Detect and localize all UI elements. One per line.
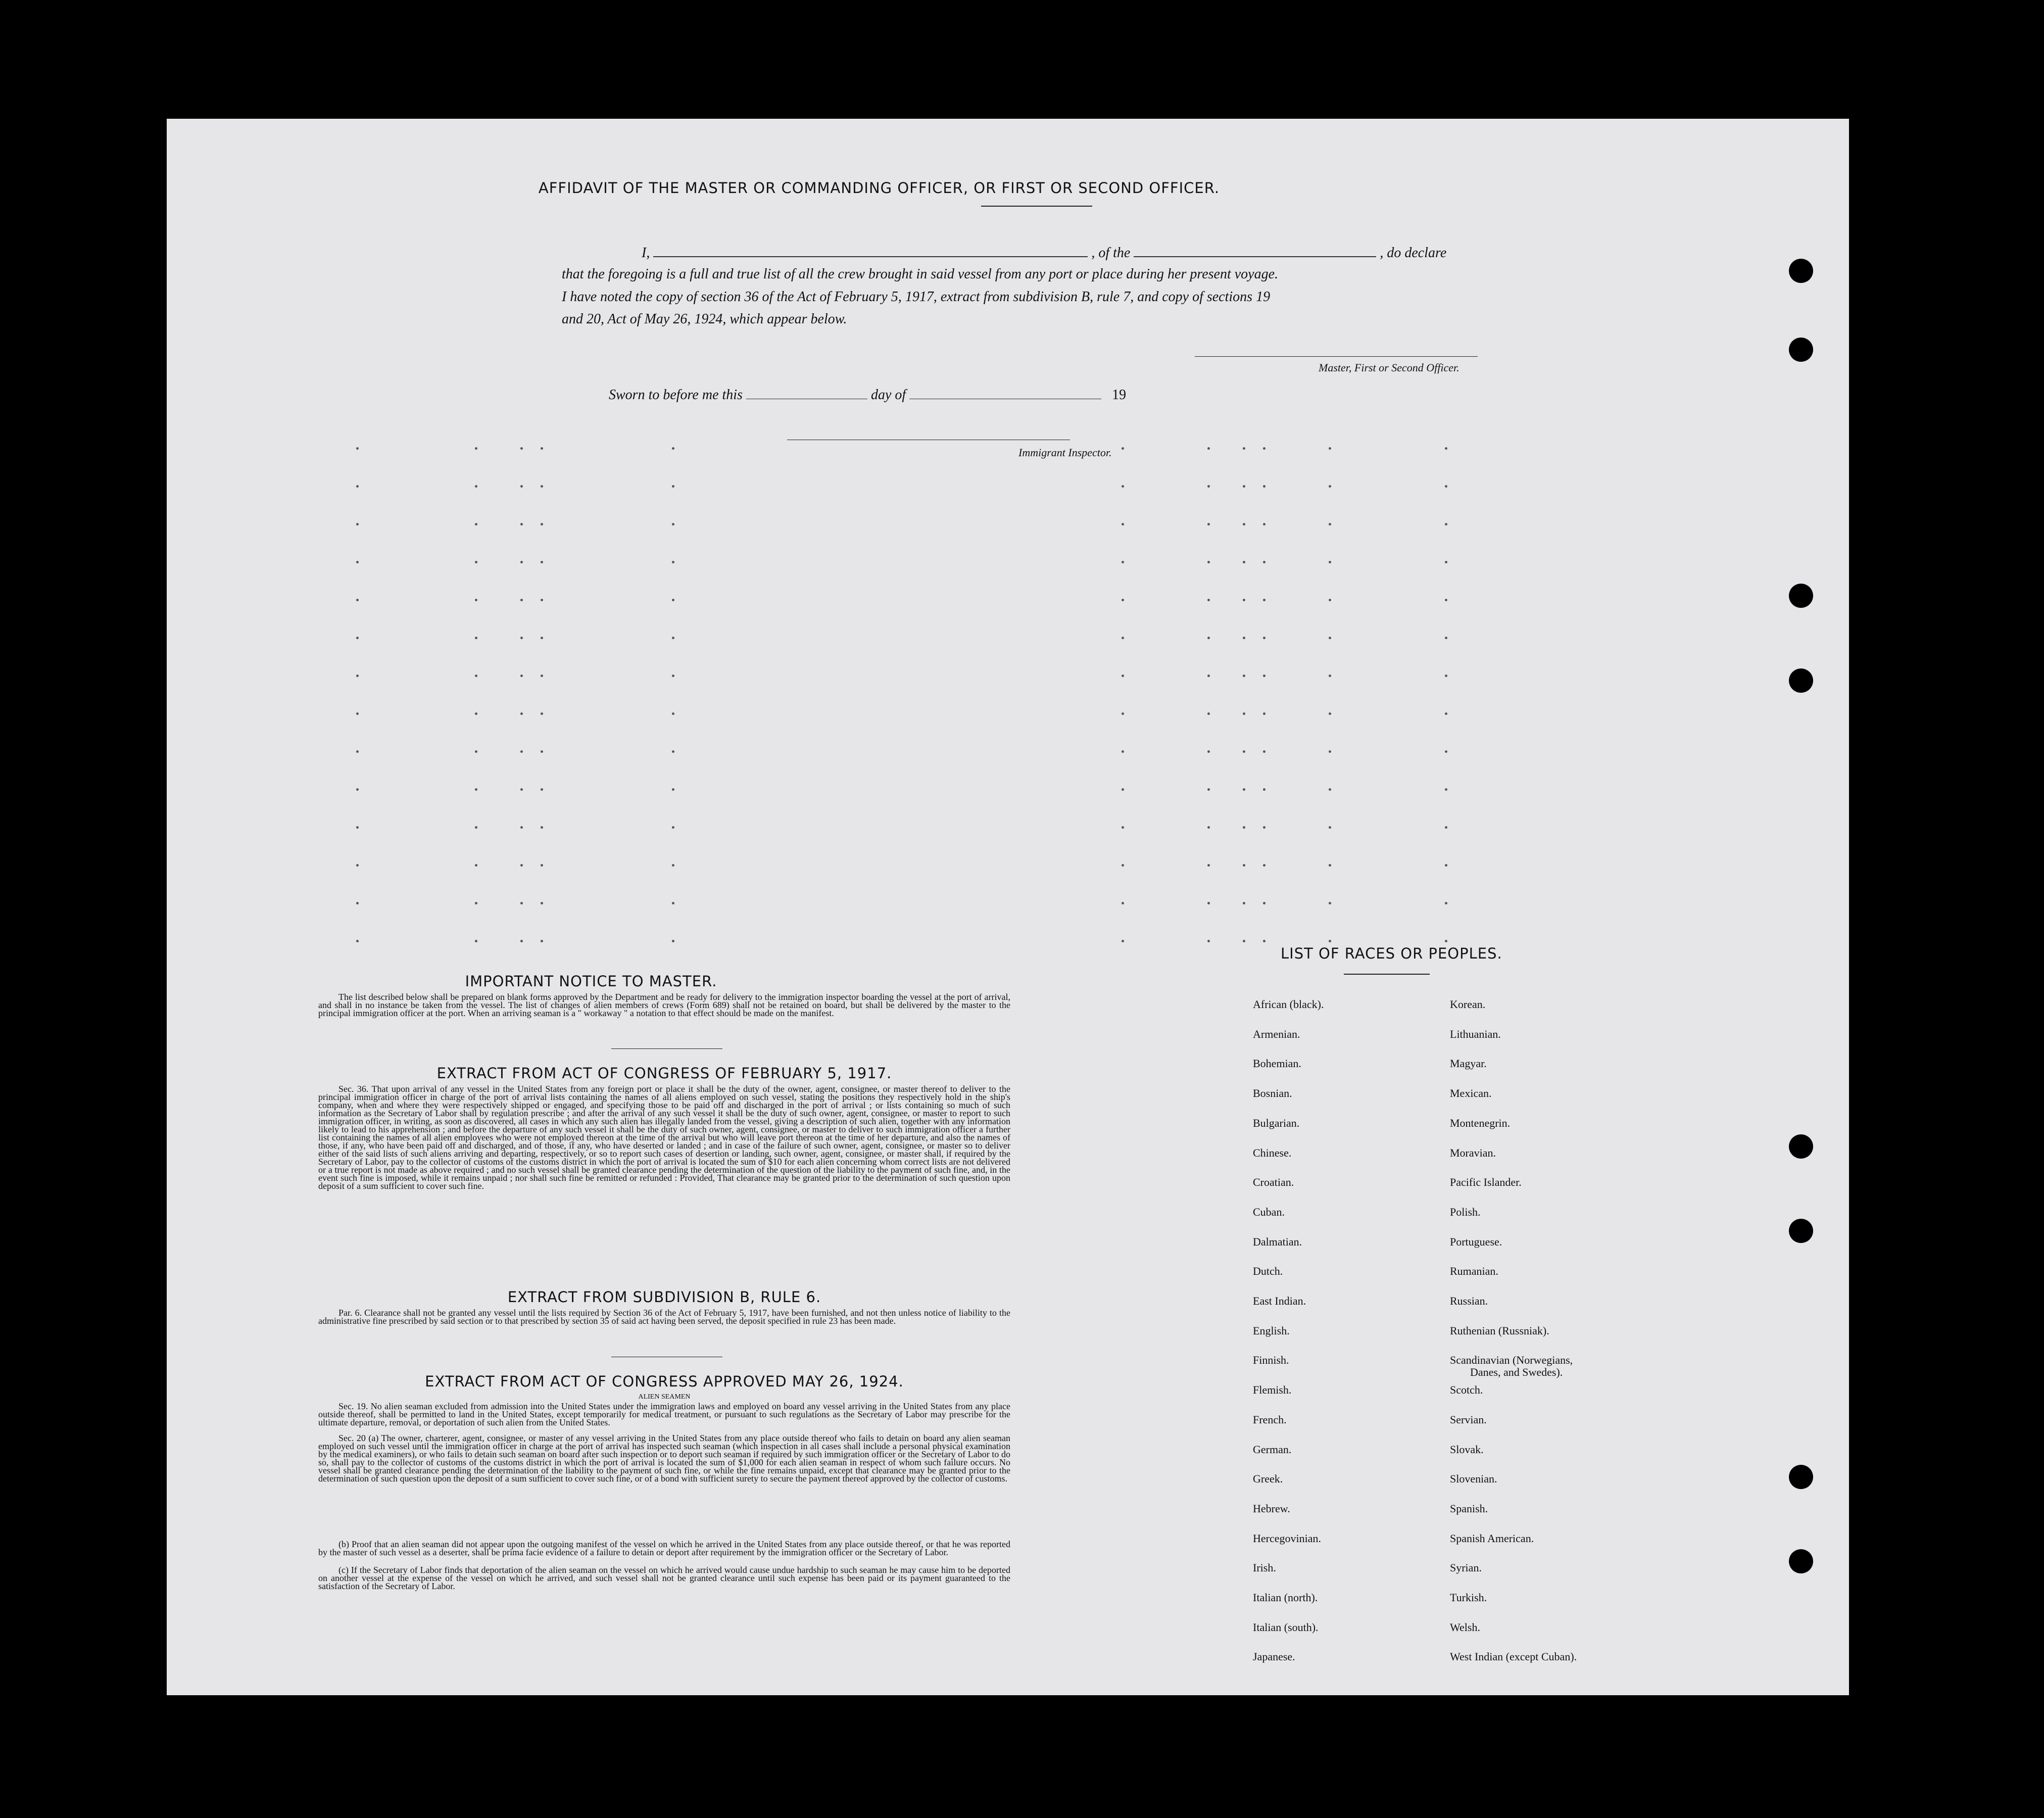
- guide-dot: [1445, 902, 1447, 904]
- guide-dot: [1445, 523, 1447, 525]
- guide-dot: [475, 675, 477, 677]
- race-item: Italian (south).: [1253, 1620, 1319, 1634]
- guide-dot: [1445, 447, 1447, 450]
- guide-dot: [1329, 902, 1331, 904]
- guide-dot: [520, 561, 523, 563]
- guide-dot: [1329, 940, 1331, 942]
- guide-dot: [356, 523, 359, 525]
- guide-dot: [356, 940, 359, 942]
- race-item: Montenegrin.: [1450, 1116, 1511, 1129]
- punch-hole: [1789, 259, 1813, 283]
- guide-dot: [1122, 447, 1124, 450]
- guide-dot: [1243, 826, 1245, 829]
- guide-dot: [1243, 788, 1245, 791]
- extract-1917-heading: EXTRACT FROM ACT OF CONGRESS OF FEBRUARY 5, 1917.: [436, 1065, 892, 1082]
- race-item: Polish.: [1450, 1205, 1481, 1218]
- guide-dot: [672, 637, 674, 639]
- guide-dot: [356, 750, 359, 753]
- guide-dot: [356, 485, 359, 488]
- race-item: Cuban.: [1253, 1205, 1285, 1218]
- guide-dot: [1207, 675, 1210, 677]
- guide-dot: [1207, 826, 1210, 829]
- race-item: West Indian (except Cuban).: [1450, 1650, 1577, 1663]
- guide-dot: [541, 485, 543, 488]
- guide-dot: [1122, 712, 1124, 715]
- race-item: Irish.: [1253, 1561, 1276, 1574]
- guide-dot: [1445, 788, 1447, 791]
- race-item: Flemish.: [1253, 1383, 1292, 1397]
- guide-dot: [1329, 637, 1331, 639]
- punch-hole: [1789, 668, 1813, 693]
- vessel-name-field[interactable]: [1134, 244, 1376, 257]
- rule6-heading: EXTRACT FROM SUBDIVISION B, RULE 6.: [507, 1288, 821, 1306]
- guide-dot: [1263, 447, 1266, 450]
- race-item: Lithuanian.: [1450, 1027, 1501, 1040]
- guide-dot: [356, 675, 359, 677]
- notice-heading: IMPORTANT NOTICE TO MASTER.: [465, 973, 717, 990]
- guide-dot: [356, 599, 359, 601]
- race-item: Spanish.: [1450, 1502, 1488, 1515]
- guide-dot: [1263, 750, 1266, 753]
- guide-dot: [1243, 750, 1245, 753]
- extract-1917-body: Sec. 36. That upon arrival of any vessel in the United States from any foreign port or place it shall be the duty of the owner, agent, consignee, or master thereof to deliver to the principal immigration officer in charge of the port of arrival lists containing the names of all aliens employed on such vessel, stating the positions they respectively hold in the ship's company, when and where they were respectively shipped or engaged, and specifying those to be paid off and discharged in the port of arrival ; or lists containing so much of such information as the Secretary of Labor shall by regulation prescribe ; and after the arrival of any such vessel it shall be the duty of such owner, agent, consignee, or master to report to such immigration officer, in writing, as soon as discovered, all cases in which any such alien has illegally landed from the vessel, giving a description of such alien, together with any information likely to lead to his apprehension ; and before the departure of any such vessel it shall be the duty of such owner, agent, consignee, or master to deliver to such immigration officer a further list containing the names of all alien employees who were not employed thereon at the time of the arrival but who will leave port thereon at the time of her departure, and also the names of those, if any, who have been paid off and discharged, and of those, if any, who have deserted or landed ; and in case of the failure of such owner, agent, consignee, or master so to deliver either of the said lists of such aliens arriving and departing, respectively, or so to report such cases of desertion or landing, such owner, agent, consignee, or master shall, if required by the Secretary of Labor, pay to the collector of customs of the customs district in which the port of arrival is located the sum of $10 for each alien concerning whom correct lists are not delivered or a true report is not made as above required ; and no such vessel shall be granted clearance pending the determination of the question of the liability to the payment of such fine, and, in the event such fine is imposed, while it remains unpaid ; nor shall such fine be remitted or refunded : Provided, That clearance may be granted prior to the determination of such question upon deposit of a sum sufficient to cover such fine.: [318, 1084, 1010, 1191]
- guide-dot: [1243, 712, 1245, 715]
- guide-dot: [541, 561, 543, 563]
- guide-dot: [520, 712, 523, 715]
- guide-dot: [541, 864, 543, 867]
- guide-dot: [1207, 712, 1210, 715]
- guide-dot: [1263, 788, 1266, 791]
- guide-dot: [1263, 599, 1266, 601]
- guide-dot: [520, 523, 523, 525]
- guide-dot: [541, 447, 543, 450]
- punch-hole: [1789, 1549, 1813, 1573]
- guide-dot: [520, 864, 523, 867]
- race-item: Pacific Islander.: [1450, 1176, 1522, 1189]
- guide-dot: [1243, 485, 1245, 488]
- guide-dot: [475, 788, 477, 791]
- master-signature-line[interactable]: [1195, 356, 1478, 357]
- guide-dot: [1243, 940, 1245, 942]
- guide-dot: [1445, 599, 1447, 601]
- guide-dot: [475, 712, 477, 715]
- race-item-continued: Danes, and Swedes).: [1470, 1366, 1563, 1379]
- guide-dot: [541, 675, 543, 677]
- guide-dot: [1263, 864, 1266, 867]
- guide-dot: [672, 788, 674, 791]
- guide-dot: [1122, 864, 1124, 867]
- guide-dot: [1243, 637, 1245, 639]
- race-item: Scotch.: [1450, 1383, 1483, 1397]
- race-item: Bulgarian.: [1253, 1116, 1300, 1129]
- guide-dot: [1445, 561, 1447, 563]
- punch-hole: [1789, 1465, 1813, 1489]
- guide-dot: [520, 599, 523, 601]
- race-item: German.: [1253, 1443, 1292, 1456]
- guide-dot: [1207, 561, 1210, 563]
- guide-dot: [1122, 750, 1124, 753]
- guide-dot: [1243, 864, 1245, 867]
- guide-dot: [672, 902, 674, 904]
- guide-dot: [1263, 675, 1266, 677]
- guide-dot: [1122, 637, 1124, 639]
- guide-dot: [1122, 940, 1124, 942]
- race-item: Greek.: [1253, 1472, 1283, 1486]
- extract-1924-sec20c: (c) If the Secretary of Labor finds that deportation of the alien seaman on the vessel on which he arrived would cause undue hardship to such seaman he may cause him to be deported on another vessel at the expense of the vessel on which he arrived, and such vessel shall not be granted clearance until such expense has been paid or its payment guaranteed to the satisfaction of the Secretary of Labor.: [318, 1565, 1010, 1591]
- guide-dot: [475, 523, 477, 525]
- guide-dot: [1263, 485, 1266, 488]
- guide-dot: [1207, 485, 1210, 488]
- race-item: Turkish.: [1450, 1591, 1487, 1604]
- guide-dot: [541, 826, 543, 829]
- race-item: French.: [1253, 1413, 1287, 1426]
- guide-dot: [475, 750, 477, 753]
- guide-dot: [672, 750, 674, 753]
- guide-dot: [1445, 826, 1447, 829]
- race-item: Japanese.: [1253, 1650, 1295, 1663]
- race-item: Syrian.: [1450, 1561, 1482, 1574]
- affidavit-line-2: that the foregoing is a full and true list of all the crew brought in said vessel from any port or place during her present voyage.: [562, 266, 1279, 282]
- guide-dot: [520, 826, 523, 829]
- guide-dot: [1122, 675, 1124, 677]
- race-item: Mexican.: [1450, 1087, 1492, 1100]
- race-item: Armenian.: [1253, 1027, 1300, 1040]
- guide-dot: [356, 826, 359, 829]
- guide-dot: [475, 447, 477, 450]
- races-heading-rule: [1344, 974, 1430, 975]
- guide-dot: [541, 712, 543, 715]
- year-prefix: 19: [1112, 387, 1127, 403]
- guide-dot: [1207, 940, 1210, 942]
- sworn-text: Sworn to before me this: [609, 387, 743, 403]
- punch-hole: [1789, 338, 1813, 362]
- guide-dot: [1263, 561, 1266, 563]
- guide-dot: [1445, 485, 1447, 488]
- guide-dot: [1122, 902, 1124, 904]
- guide-dot: [1329, 788, 1331, 791]
- affidavit-of-the: , of the: [1091, 245, 1131, 261]
- race-item: Russian.: [1450, 1295, 1488, 1307]
- guide-dot: [520, 637, 523, 639]
- punch-hole: [1789, 1134, 1813, 1159]
- guide-dot: [672, 675, 674, 677]
- race-item: Bosnian.: [1253, 1087, 1292, 1100]
- guide-dot: [541, 599, 543, 601]
- guide-dot: [672, 485, 674, 488]
- affidavit-line-1: [642, 244, 1446, 261]
- guide-dot: [1207, 523, 1210, 525]
- guide-dot: [1243, 447, 1245, 450]
- guide-dot: [520, 485, 523, 488]
- guide-dot: [672, 523, 674, 525]
- race-item: Italian (north).: [1253, 1591, 1318, 1604]
- section-rule: [611, 1048, 722, 1049]
- guide-dot: [520, 902, 523, 904]
- race-item: Slovenian.: [1450, 1472, 1497, 1486]
- race-item: East Indian.: [1253, 1295, 1306, 1307]
- guide-dot: [1329, 485, 1331, 488]
- guide-dot: [541, 902, 543, 904]
- form-sheet: [167, 119, 1849, 1695]
- guide-dot: [520, 675, 523, 677]
- guide-dot: [1329, 826, 1331, 829]
- punch-hole: [1789, 1219, 1813, 1243]
- races-heading: LIST OF RACES OR PEOPLES.: [1281, 945, 1502, 962]
- guide-dot: [541, 940, 543, 942]
- guide-dot: [1122, 788, 1124, 791]
- guide-dot: [1263, 523, 1266, 525]
- guide-dot: [672, 712, 674, 715]
- affidavit-declare: , do declare: [1380, 245, 1447, 261]
- guide-dot: [356, 902, 359, 904]
- guide-dot: [356, 712, 359, 715]
- guide-dot: [475, 902, 477, 904]
- race-item: Hercegovinian.: [1253, 1532, 1321, 1545]
- guide-dot: [1243, 675, 1245, 677]
- heading-rule: [981, 206, 1092, 207]
- affidavit-line-3: I have noted the copy of section 36 of the Act of February 5, 1917, extract from subdivision B, rule 7, and copy of sections 19: [562, 289, 1271, 305]
- guide-dot: [1329, 864, 1331, 867]
- guide-dot: [356, 637, 359, 639]
- race-item: Welsh.: [1450, 1620, 1480, 1634]
- guide-dot: [1445, 940, 1447, 942]
- alien-seamen-subheading: ALIEN SEAMEN: [638, 1393, 691, 1401]
- guide-dot: [672, 599, 674, 601]
- race-item: Magyar.: [1450, 1057, 1487, 1070]
- race-item: Hebrew.: [1253, 1502, 1290, 1515]
- guide-dot: [475, 826, 477, 829]
- guide-dot: [672, 940, 674, 942]
- guide-dot: [541, 750, 543, 753]
- guide-dot: [475, 561, 477, 563]
- guide-dot: [356, 561, 359, 563]
- affidavit-heading: AFFIDAVIT OF THE MASTER OR COMMANDING OFFICER, OR FIRST OR SECOND OFFICER.: [538, 179, 1220, 197]
- guide-dot: [1243, 523, 1245, 525]
- guide-dot: [1329, 523, 1331, 525]
- master-signature-label: Master, First or Second Officer.: [1319, 361, 1459, 374]
- notice-body: The list described below shall be prepared on blank forms approved by the Department and be ready for delivery to the immigration inspector boarding the vessel at the port of arrival, and shall in no instance be taken from the vessel. The list of changes of alien members of crews (Form 689) shall not be retained on board, but shall be delivered by the master to the principal immigration officer at the port. When an arriving seaman is a " workaway " a notation to that effect should be made on the manifest.: [318, 992, 1010, 1018]
- guide-dot: [1445, 750, 1447, 753]
- guide-dot: [1243, 561, 1245, 563]
- guide-dot: [520, 940, 523, 942]
- sworn-line: [609, 387, 1126, 403]
- rule6-body: Par. 6. Clearance shall not be granted any vessel until the lists required by Section 36 of the Act of February 5, 1917, have been furnished, and not then unless notice of liability to the administrative fine prescribed by said section or to that prescribed by section 35 of said act having been served, the deposit specified in rule 23 has been made.: [318, 1308, 1010, 1326]
- race-item: Moravian.: [1450, 1146, 1496, 1159]
- guide-dot: [1207, 788, 1210, 791]
- race-item: Portuguese.: [1450, 1235, 1502, 1248]
- guide-dot: [672, 826, 674, 829]
- race-item: Korean.: [1450, 998, 1486, 1011]
- extract-1924-sec19: Sec. 19. No alien seaman excluded from admission into the United States under the immigration laws and employed on board any vessel arriving in the United States from any place outside thereof, shall be permitted to land in the United States, except temporarily for medical treatment, or pursuant to such regulations as the Secretary of Labor may prescribe for the ultimate departure, removal, or deportation of such alien from the United States.: [318, 1401, 1010, 1427]
- day-of-text: day of: [870, 387, 906, 403]
- extract-1924-heading: EXTRACT FROM ACT OF CONGRESS APPROVED MAY 26, 1924.: [425, 1373, 904, 1390]
- guide-dot: [1207, 750, 1210, 753]
- guide-dot: [1122, 826, 1124, 829]
- guide-dot: [356, 447, 359, 450]
- race-item: Servian.: [1450, 1413, 1487, 1426]
- guide-dot: [1445, 675, 1447, 677]
- guide-dot: [1263, 826, 1266, 829]
- guide-dot: [1122, 599, 1124, 601]
- sworn-month-field[interactable]: [909, 387, 1101, 399]
- race-item: English.: [1253, 1324, 1290, 1337]
- guide-dot: [1207, 447, 1210, 450]
- extract-1924-sec20b: (b) Proof that an alien seaman did not appear upon the outgoing manifest of the vessel on which he arrived in the United States from any place outside thereof, or that he was reported by the master of such vessel as a deserter, shall be prima facie evidence of a failure to detain or deport after requirement by the immigration officer or the Secretary of Labor.: [318, 1539, 1010, 1557]
- master-name-field[interactable]: [653, 244, 1088, 257]
- inspector-signature-label: Immigrant Inspector.: [1018, 446, 1112, 459]
- race-item: Slovak.: [1450, 1443, 1484, 1456]
- guide-dot: [672, 864, 674, 867]
- race-item: African (black).: [1253, 998, 1324, 1011]
- guide-dot: [1329, 447, 1331, 450]
- sworn-day-field[interactable]: [746, 387, 867, 399]
- guide-dot: [1207, 864, 1210, 867]
- affidavit-line-4: and 20, Act of May 26, 1924, which appear below.: [562, 311, 847, 327]
- guide-dot: [1445, 864, 1447, 867]
- guide-dot: [475, 864, 477, 867]
- guide-dot: [1207, 637, 1210, 639]
- guide-dot: [1263, 712, 1266, 715]
- race-item: Scandinavian (Norwegians,: [1450, 1354, 1573, 1367]
- race-item: Bohemian.: [1253, 1057, 1301, 1070]
- guide-dot: [1207, 902, 1210, 904]
- punch-hole: [1789, 584, 1813, 608]
- guide-dot: [1445, 637, 1447, 639]
- guide-dot: [1329, 675, 1331, 677]
- guide-dot: [1329, 599, 1331, 601]
- guide-dot: [672, 447, 674, 450]
- guide-dot: [475, 940, 477, 942]
- guide-dot: [1243, 902, 1245, 904]
- extract-1924-sec20a: Sec. 20 (a) The owner, charterer, agent, consignee, or master of any vessel arriving in the United States from any place outside thereof who fails to detain on board any alien seaman employed on such vessel until the immigration officer in charge at the port of arrival has inspected such seaman (which inspection in all cases shall include a personal physical examination by the medical examiners), or who fails to detain such seaman on board after such inspection or to deport such seaman if required by such immigration officer or the Secretary of Labor to do so, shall pay to the collector of customs of the customs district in which the port of arrival is located the sum of $1,000 for each alien seaman in respect of whom such failure occurs. No vessel shall be granted clearance pending the determination of the liability to the payment of such fine, or while the fine remains unpaid, except that clearance may be granted prior to the determination of such question upon the deposit of a sum sufficient to cover such fine, or of a bond with sufficient surety to secure the payment thereof approved by the collector of customs.: [318, 1433, 1010, 1484]
- guide-dot: [1207, 599, 1210, 601]
- guide-dot: [1263, 637, 1266, 639]
- guide-dot: [1122, 485, 1124, 488]
- guide-dot: [672, 561, 674, 563]
- race-item: Dalmatian.: [1253, 1235, 1302, 1248]
- race-item: Finnish.: [1253, 1354, 1289, 1367]
- guide-dot: [1329, 561, 1331, 563]
- guide-dot: [475, 599, 477, 601]
- guide-dot: [1263, 940, 1266, 942]
- guide-dot: [356, 788, 359, 791]
- race-item: Dutch.: [1253, 1265, 1283, 1278]
- guide-dot: [520, 447, 523, 450]
- race-item: Spanish American.: [1450, 1532, 1534, 1545]
- guide-dot: [1445, 712, 1447, 715]
- guide-dot: [1243, 599, 1245, 601]
- race-item: Croatian.: [1253, 1176, 1294, 1189]
- guide-dot: [1122, 523, 1124, 525]
- race-item: Ruthenian (Russniak).: [1450, 1324, 1549, 1337]
- race-item: Rumanian.: [1450, 1265, 1498, 1278]
- guide-dot: [1122, 561, 1124, 563]
- guide-dot: [520, 750, 523, 753]
- guide-dot: [541, 637, 543, 639]
- guide-dot: [1329, 712, 1331, 715]
- guide-dot: [475, 485, 477, 488]
- guide-dot: [520, 788, 523, 791]
- guide-dot: [541, 523, 543, 525]
- guide-dot: [1263, 902, 1266, 904]
- affidavit-i: I,: [642, 245, 650, 261]
- guide-dot: [541, 788, 543, 791]
- guide-dot: [475, 637, 477, 639]
- guide-dot: [356, 864, 359, 867]
- race-item: Chinese.: [1253, 1146, 1292, 1159]
- guide-dot: [1329, 750, 1331, 753]
